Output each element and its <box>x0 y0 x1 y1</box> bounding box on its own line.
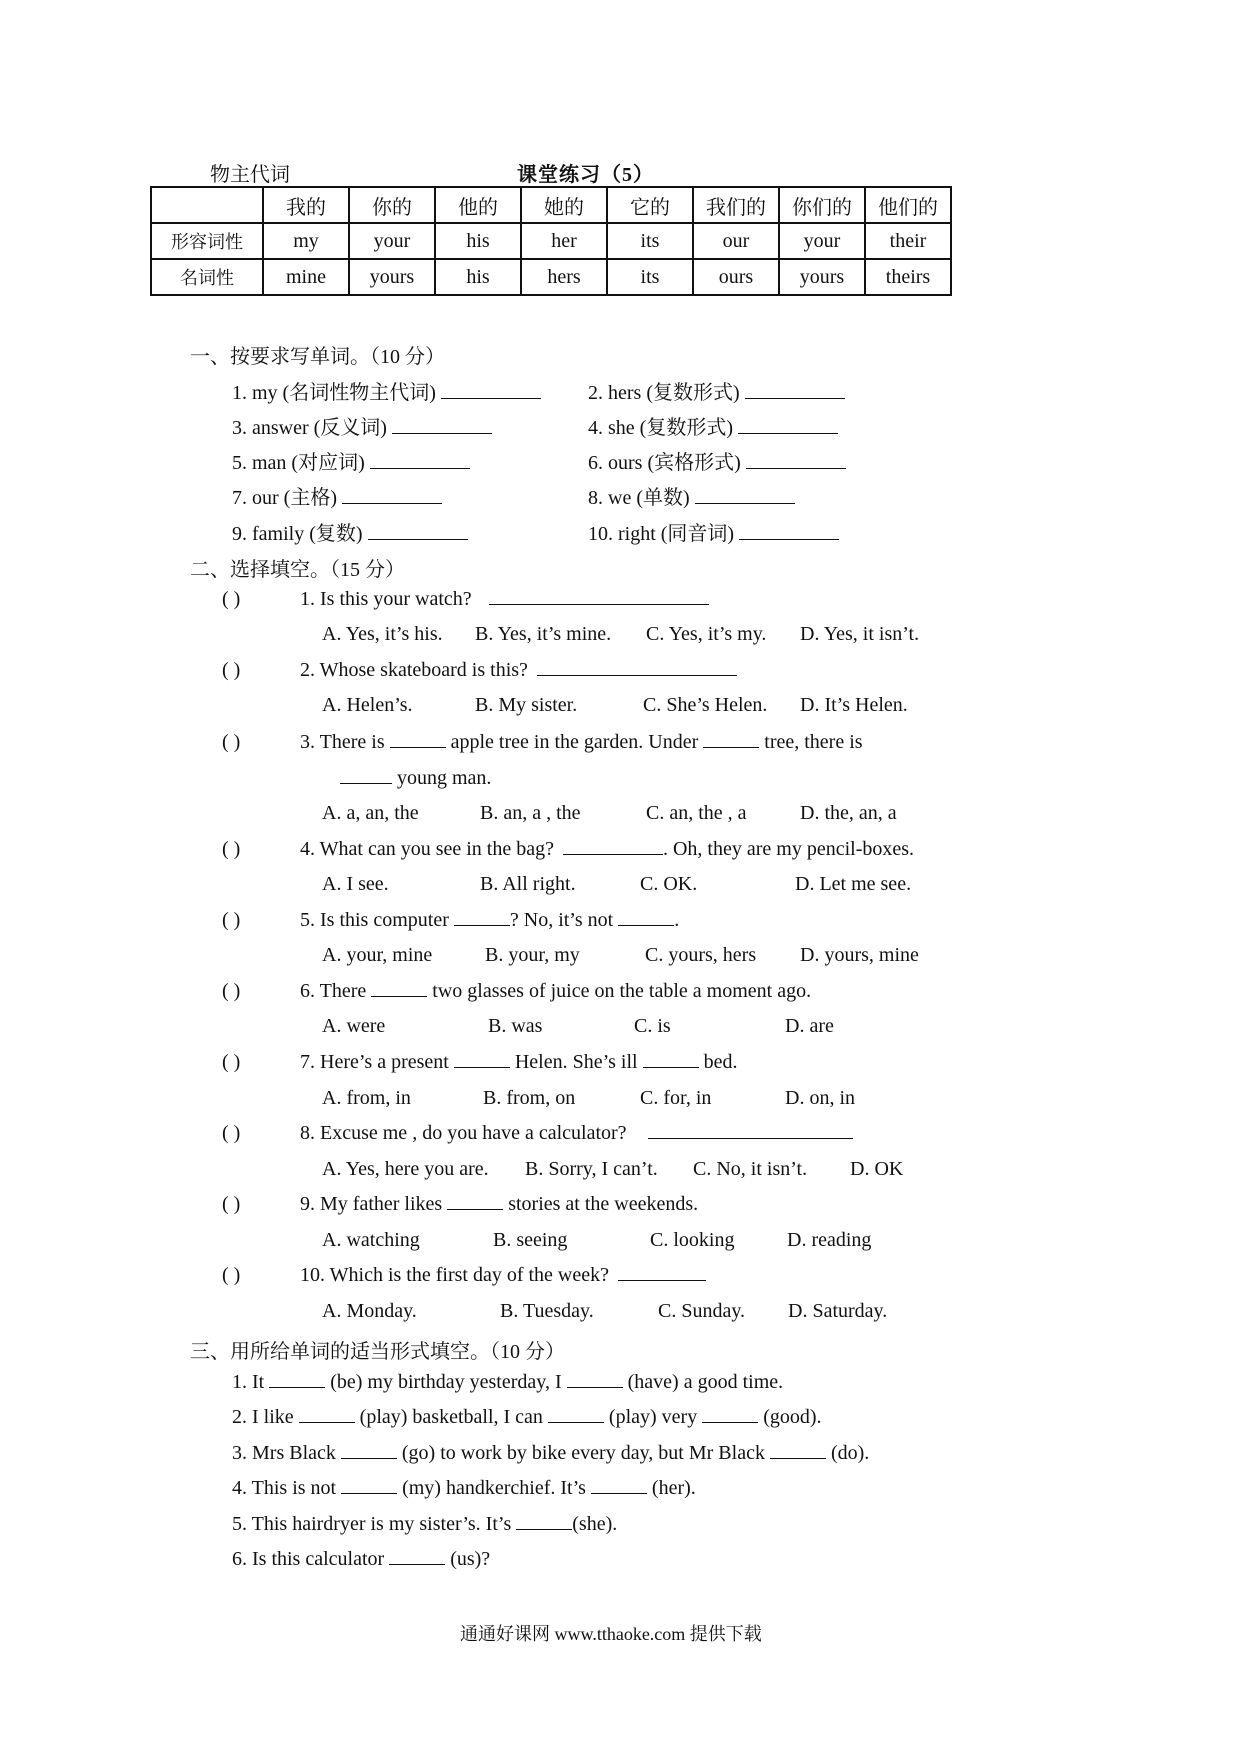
row-label: 形容词性 <box>151 223 263 259</box>
option: B. Sorry, I can’t. <box>525 1158 658 1180</box>
option: C. looking <box>650 1229 735 1251</box>
stem-text: 8. Excuse me , do you have a calculator? <box>300 1122 627 1144</box>
table-cell: its <box>607 223 693 259</box>
table-cell: its <box>607 259 693 295</box>
question-stem <box>300 909 679 932</box>
question-stem <box>300 838 914 861</box>
list-item <box>588 481 795 510</box>
item-text: (play) very <box>608 1406 698 1428</box>
list-item <box>588 376 845 405</box>
item-text: 4. she (复数形式) <box>588 417 733 439</box>
row-label: 名词性 <box>151 259 263 295</box>
option: B. your, my <box>485 944 580 966</box>
stem-text: Helen. She’s ill <box>514 1051 638 1073</box>
answer-blank[interactable] <box>567 1386 623 1388</box>
answer-blank[interactable] <box>341 1492 397 1494</box>
option: A. from, in <box>322 1087 411 1109</box>
list-item <box>232 1477 696 1500</box>
table-header-cell: 你们的 <box>779 187 865 223</box>
item-text: (be) my birthday yesterday, I <box>330 1371 562 1393</box>
stem-text: 5. Is this computer <box>300 909 449 931</box>
stem-text: 6. There <box>300 980 367 1002</box>
stem-text: 4. What can you see in the bag? <box>300 838 554 860</box>
question-stem <box>300 1051 737 1074</box>
answer-blank[interactable] <box>770 1457 826 1459</box>
stem-text: 3. There is <box>300 731 385 753</box>
list-item <box>232 1548 490 1571</box>
table-row <box>151 223 951 259</box>
table-cell: mine <box>263 259 349 295</box>
item-text: (good). <box>763 1406 822 1428</box>
table-cell: ours <box>693 259 779 295</box>
table-cell: hers <box>521 259 607 295</box>
stem-text: 2. Whose skateboard is this? <box>300 659 528 681</box>
option: B. Tuesday. <box>500 1300 594 1322</box>
option: D. It’s Helen. <box>800 694 908 716</box>
option: C. No, it isn’t. <box>693 1158 808 1180</box>
answer-paren[interactable]: ( ) <box>222 838 241 860</box>
list-item <box>232 517 468 546</box>
page-title: 课堂练习（5） <box>517 164 654 186</box>
item-text: (play) basketball, I can <box>359 1406 543 1428</box>
question-stem <box>300 731 863 754</box>
section-heading: 一、按要求写单词。（10 分） <box>190 346 445 368</box>
option: D. are <box>785 1015 834 1037</box>
stem-text: stories at the weekends. <box>508 1193 699 1215</box>
list-item <box>588 446 846 475</box>
item-text: 3. Mrs Black <box>232 1442 336 1464</box>
option: C. She’s Helen. <box>643 694 768 716</box>
pronoun-table <box>150 186 952 296</box>
option: C. is <box>634 1015 671 1037</box>
option: C. Yes, it’s my. <box>646 623 767 645</box>
list-item <box>232 411 492 440</box>
item-text: 2. hers (复数形式) <box>588 382 740 404</box>
item-text: (have) a good time. <box>627 1371 784 1393</box>
item-text: 3. answer (反义词) <box>232 417 387 439</box>
answer-blank[interactable] <box>695 502 795 504</box>
answer-blank[interactable] <box>368 538 468 540</box>
item-text: 2. I like <box>232 1406 294 1428</box>
option: C. OK. <box>640 873 698 895</box>
answer-paren[interactable]: ( ) <box>222 980 241 1002</box>
answer-blank[interactable] <box>371 995 427 997</box>
option: B. My sister. <box>475 694 578 716</box>
stem-text: two glasses of juice on the table a moment ago. <box>432 980 812 1002</box>
answer-blank[interactable] <box>746 467 846 469</box>
option: B. from, on <box>483 1087 576 1109</box>
option: D. on, in <box>785 1087 855 1109</box>
footer-text: 通通好课网 www.tthaoke.com 提供下载 <box>460 1624 762 1644</box>
item-text: (do). <box>830 1442 870 1464</box>
option: A. Helen’s. <box>322 694 413 716</box>
option: D. yours, mine <box>800 944 919 966</box>
table-cell: your <box>779 223 865 259</box>
answer-paren[interactable]: ( ) <box>222 731 241 753</box>
table-cell: your <box>349 223 435 259</box>
option: B. Yes, it’s mine. <box>475 623 612 645</box>
stem-text: apple tree in the garden. Under <box>450 731 699 753</box>
answer-blank[interactable] <box>269 1386 325 1388</box>
option: D. reading <box>787 1229 872 1251</box>
option: B. All right. <box>480 873 576 895</box>
option: A. Monday. <box>322 1300 417 1322</box>
list-item <box>588 517 839 546</box>
list-item <box>232 1513 617 1536</box>
answer-blank[interactable] <box>703 746 759 748</box>
option: C. for, in <box>640 1087 712 1109</box>
item-text: (us)? <box>450 1548 491 1570</box>
section-heading: 三、用所给单词的适当形式填空。（10 分） <box>190 1341 565 1363</box>
item-text: 7. our (主格) <box>232 487 337 509</box>
answer-paren[interactable]: ( ) <box>222 1193 241 1215</box>
answer-blank[interactable] <box>454 924 510 926</box>
answer-blank[interactable] <box>702 1421 758 1423</box>
answer-paren[interactable]: ( ) <box>222 588 241 610</box>
stem-text: 9. My father likes <box>300 1193 443 1215</box>
item-text: 10. right (同音词) <box>588 523 735 545</box>
option: A. watching <box>322 1229 420 1251</box>
list-item <box>232 1442 869 1465</box>
answer-blank[interactable] <box>454 1066 510 1068</box>
answer-blank[interactable] <box>563 853 663 855</box>
option: A. your, mine <box>322 944 433 966</box>
table-cell: yours <box>349 259 435 295</box>
item-text: 5. This hairdryer is my sister’s. It’s <box>232 1513 512 1535</box>
answer-blank[interactable] <box>342 502 442 504</box>
option: B. was <box>488 1015 543 1037</box>
answer-paren[interactable]: ( ) <box>222 1264 241 1286</box>
option: D. OK <box>850 1158 904 1180</box>
answer-blank[interactable] <box>299 1421 355 1423</box>
table-header-cell: 他的 <box>435 187 521 223</box>
table-row <box>151 259 951 295</box>
answer-blank[interactable] <box>537 674 737 676</box>
section-heading: 二、选择填空。（15 分） <box>190 559 405 581</box>
table-cell: his <box>435 223 521 259</box>
table-caption: 物主代词 <box>210 164 290 186</box>
table-cell: theirs <box>865 259 951 295</box>
answer-blank[interactable] <box>739 538 839 540</box>
option: A. Yes, it’s his. <box>322 623 443 645</box>
question-stem <box>300 1264 706 1287</box>
stem-text: bed. <box>703 1051 738 1073</box>
option: B. an, a , the <box>480 802 581 824</box>
table-header-cell: 他们的 <box>865 187 951 223</box>
option: C. Sunday. <box>658 1300 746 1322</box>
stem-text: 1. Is this your watch? <box>300 588 472 610</box>
list-item <box>232 481 442 510</box>
table-header-cell: 我的 <box>263 187 349 223</box>
list-item <box>232 376 541 405</box>
option: D. Saturday. <box>788 1300 888 1322</box>
question-stem <box>300 588 709 611</box>
option: A. I see. <box>322 873 389 895</box>
item-text: 4. This is not <box>232 1477 337 1499</box>
option: D. Let me see. <box>795 873 912 895</box>
answer-blank[interactable] <box>389 1563 445 1565</box>
answer-blank[interactable] <box>643 1066 699 1068</box>
question-stem <box>300 1193 698 1216</box>
item-text: 1. my (名词性物主代词) <box>232 382 436 404</box>
answer-blank[interactable] <box>392 432 492 434</box>
question-stem <box>300 1122 853 1145</box>
answer-paren[interactable]: ( ) <box>222 659 241 681</box>
answer-blank[interactable] <box>548 1421 604 1423</box>
item-text: (go) to work by bike every day, but Mr Black <box>401 1442 765 1464</box>
option: B. seeing <box>493 1229 568 1251</box>
option: A. a, an, the <box>322 802 419 824</box>
table-header-cell: 它的 <box>607 187 693 223</box>
answer-paren[interactable]: ( ) <box>222 1122 241 1144</box>
item-text: 5. man (对应词) <box>232 452 365 474</box>
table-cell: my <box>263 223 349 259</box>
option: D. the, an, a <box>800 802 897 824</box>
item-text: 9. family (复数) <box>232 523 363 545</box>
stem-text: ? No, it’s not <box>509 909 614 931</box>
answer-blank[interactable] <box>489 603 709 605</box>
stem-text: young man. <box>397 767 492 789</box>
answer-blank[interactable] <box>618 1279 706 1281</box>
answer-blank[interactable] <box>370 467 470 469</box>
answer-blank[interactable] <box>745 397 845 399</box>
table-cell: their <box>865 223 951 259</box>
item-text: 6. ours (宾格形式) <box>588 452 741 474</box>
table-cell: his <box>435 259 521 295</box>
option: D. Yes, it isn’t. <box>800 623 920 645</box>
answer-blank[interactable] <box>340 782 392 784</box>
list-item <box>232 446 470 475</box>
question-stem <box>300 980 811 1003</box>
table-header-cell: 她的 <box>521 187 607 223</box>
option: A. Yes, here you are. <box>322 1158 489 1180</box>
stem-text: tree, there is <box>764 731 863 753</box>
table-cell: her <box>521 223 607 259</box>
list-item <box>232 1371 783 1394</box>
stem-text: 7. Here’s a present <box>300 1051 449 1073</box>
answer-blank[interactable] <box>591 1492 647 1494</box>
answer-blank[interactable] <box>618 924 674 926</box>
table-header-row <box>151 187 951 223</box>
answer-blank[interactable] <box>390 746 446 748</box>
table-header-cell: 我们的 <box>693 187 779 223</box>
answer-blank[interactable] <box>441 397 541 399</box>
item-text: 8. we (单数) <box>588 487 690 509</box>
answer-blank[interactable] <box>516 1528 572 1530</box>
list-item <box>588 411 838 440</box>
stem-text: . Oh, they are my pencil-boxes. <box>662 838 915 860</box>
table-header-cell: 你的 <box>349 187 435 223</box>
table-cell: our <box>693 223 779 259</box>
answer-paren[interactable]: ( ) <box>222 909 241 931</box>
question-stem <box>300 659 737 682</box>
answer-blank[interactable] <box>341 1457 397 1459</box>
option: C. an, the , a <box>646 802 747 824</box>
option: C. yours, hers <box>645 944 757 966</box>
item-text: (she). <box>572 1513 618 1535</box>
table-cell: yours <box>779 259 865 295</box>
stem-text: 10. Which is the first day of the week? <box>300 1264 609 1286</box>
answer-blank[interactable] <box>447 1208 503 1210</box>
answer-blank[interactable] <box>738 432 838 434</box>
option: A. were <box>322 1015 386 1037</box>
question-stem-continued <box>340 767 491 790</box>
item-text: 6. Is this calculator <box>232 1548 385 1570</box>
item-text: (my) handkerchief. It’s <box>402 1477 586 1499</box>
table-corner-cell <box>151 187 263 223</box>
list-item <box>232 1406 822 1429</box>
item-text: 1. It <box>232 1371 265 1393</box>
stem-text: . <box>674 909 680 931</box>
answer-blank[interactable] <box>648 1137 853 1139</box>
answer-paren[interactable]: ( ) <box>222 1051 241 1073</box>
item-text: (her). <box>651 1477 696 1499</box>
